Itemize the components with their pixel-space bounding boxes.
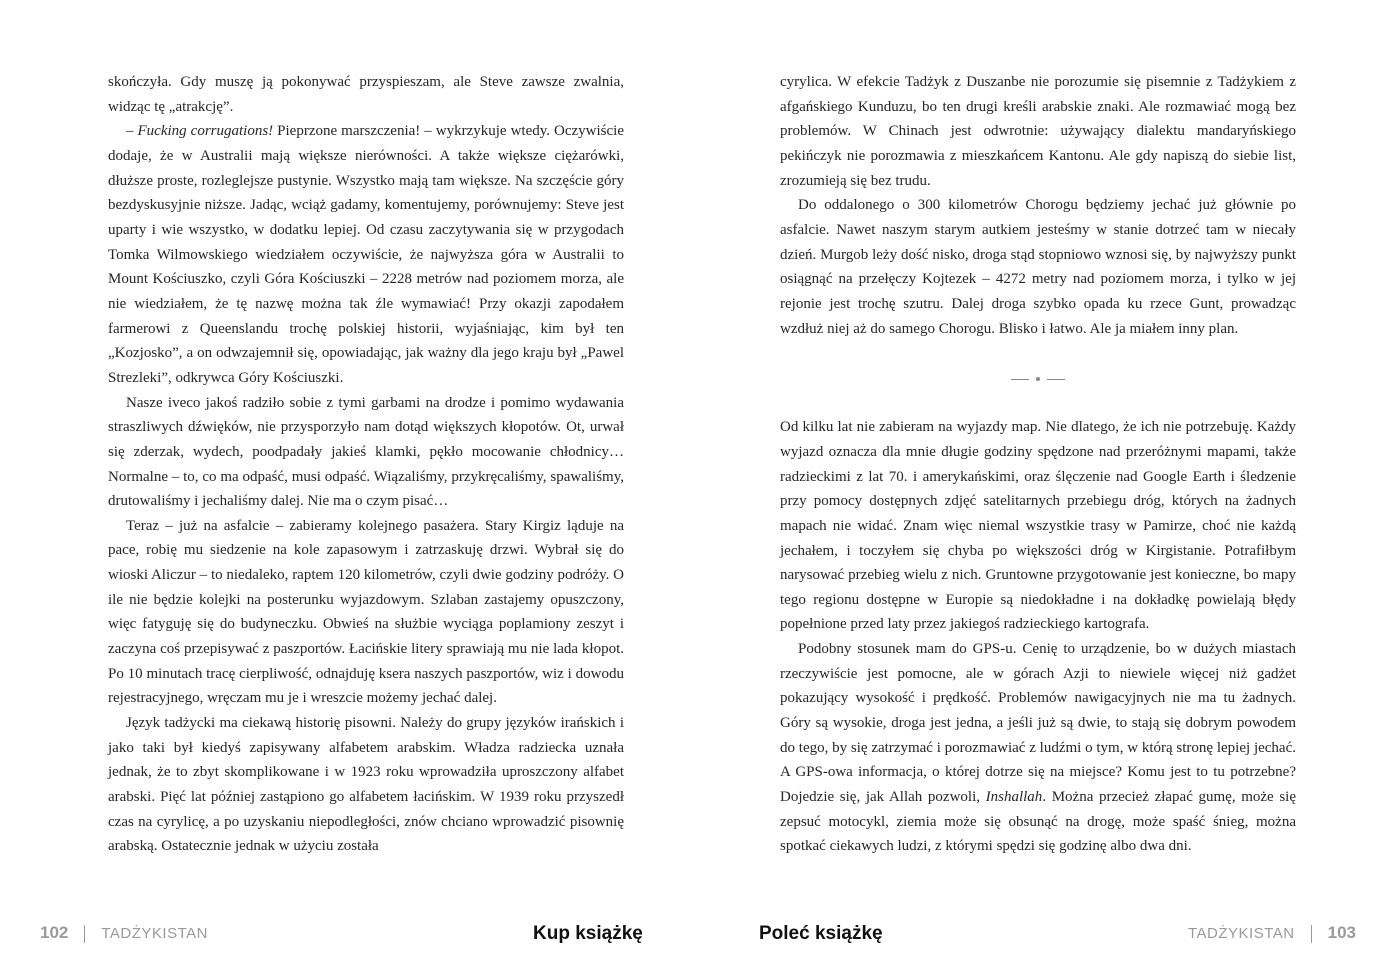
text-run: –	[126, 123, 138, 140]
paragraph	[780, 193, 1296, 341]
left-running-head: TADŻYKISTAN	[101, 925, 208, 942]
left-page-footer	[40, 918, 208, 948]
text-run: Teraz – już na asfalcie – zabieramy kolejnego pasażera. Stary Kirgiz ląduje na pace, robię mu siedzenie na kole zapasowym i zatrzaskuję drzwi. Wybrał się do wioski Aliczur – to niedaleko, raptem 120 kilometrów, czyli dwie godziny podróży. O ile nie będzie kolejki na posterunku wyjazdowym. Szlaban zastajemy opuszczony, więc fatyguję się do budyneczku. Obwieś na służbie wyciąga poplamiony zeszyt i zaczyna coś przepisywać z paszportów. Łacińskie litery sprawiają mu nie lada kłopot. Po 10 minutach tracę cierpliwość, odnajduję ksera naszych paszportów, wiz i dowodu rejestracyjnego, wręczam mu je i wreszcie możemy jechać dalej.	[108, 517, 624, 707]
paragraph	[780, 637, 1296, 859]
ornament-dot-icon	[1036, 377, 1040, 381]
text-run: Od kilku lat nie zabieram na wyjazdy map. Nie dlatego, że ich nie potrzebuję. Każdy wyjazd oznacza dla mnie długie godziny spędzone nad przeróżnymi mapami, także radzieckimi z lat 70. i amerykańskimi, oraz ślęczenie nad Google Earth i śledzenie przy pomocy dostępnych zdjęć satelitarnych przebiegu dróg, których na żadnych mapach nie widać. Znam więc niemal wszystkie trasy w Pamirze, choć nie każdą jechałem, i toczyłem się chyba po większości dróg w Kirgistanie. Potrafiłbym narysować przebieg wielu z nich. Gruntowne przygotowanie jest konieczne, bo mapy tego regionu dostępne w Europie są niedokładne i na dokładkę powielają błędy popełnione przed laty przez jakiegoś radzieckiego kartografa.	[780, 419, 1296, 633]
paragraph	[108, 70, 624, 119]
text-run: Do oddalonego o 300 kilometrów Chorogu będziemy jechać już głównie po asfalcie. Nawet naszym starym autkiem jesteśmy w stanie dotrzeć tam w niecały dzień. Murgob leży dość nisko, droga stąd stopniowo wznosi się, by najwyższy punkt osiągnąć na przełęczy Kojtezek – 4272 metry nad poziomem morza, i tylko w jej rejonie jest trochę szutru. Dalej droga szybko opada ku rzece Gunt, prowadząc wzdłuż niej aż do samego Chorogu. Blisko i łatwo. Ale ja miałem inny plan.	[780, 197, 1296, 337]
paragraph	[108, 711, 624, 859]
text-run: skończyła. Gdy muszę ją pokonywać przyspieszam, ale Steve zawsze zwalnia, widząc tę „atrakcję”.	[108, 74, 624, 115]
section-break-ornament	[780, 341, 1296, 415]
paragraph	[780, 415, 1296, 637]
ornament-dash-right	[1047, 379, 1065, 380]
left-page-number: 102	[40, 923, 69, 942]
right-page-number: 103	[1327, 923, 1356, 942]
buy-book-link[interactable]: Kup książkę	[533, 923, 643, 944]
text-run: Pieprzone marszczenia! – wykrzykuje wtedy. Oczywiście dodaje, że w Australii mają większe nierówności. A także większe ciężarówki, dłuższe proste, rozleglejsze pustynie. Wszystko mają tam większe. Na szczęście góry bezdyskusyjnie niższe. Jadąc, wciąż gadamy, komentujemy, porównujemy: Steve jest uparty i wie wszystko, w dodatku lepiej. Od czasu zaczytywania się w przygodach Tomka Wilmowskiego wiedziałem oczywiście, że najwyższa góra w Australii to Mount Kościuszko, czyli Góra Kościuszki – 2228 metrów nad poziomem morza, ale nie wiedziałem, że tę nazwę można tak źle wymawiać! Przy okazji zapodałem farmerowi z Queenslandu trochę polskiej historii, wyjaśniając, kim był ten „Kozjosko”, a on odwzajemnił się, opowiadając, jak ważny dla jego kraju był „Pawel Strezleki”, odkrywca Góry Kościuszki.	[108, 123, 624, 386]
paragraph	[108, 391, 624, 514]
paragraph	[108, 514, 624, 711]
paragraph	[108, 119, 624, 390]
text-run: Podobny stosunek mam do GPS-u. Cenię to urządzenie, bo w dużych miastach rzeczywiście jest pomocne, ale w górach Azji to niewiele więcej niż gadżet pokazujący wysokość i prędkość. Problemów nawigacyjnych nie ma tu żadnych. Góry są wysokie, droga jest jedna, a jeśli już są dwie, to stają się dobrym powodem do tego, by się zatrzymać i porozmawiać z ludźmi o tym, w którą stronę lepiej jechać. A GPS-owa informacja, o której dotrze się na miejsce? Komu jest to tu potrzebne? Dojedzie się, jak Allah pozwoli,	[780, 641, 1296, 806]
text-run: . Można przecież złapać gumę, może się zepsuć motocykl, ziemia może się obsunąć na drogę, może spaść śnieg, można spotkać ciekawych ludzi, z którymi spędzi się godzinę albo dwa dni.	[780, 789, 1297, 855]
right-page-text	[780, 70, 1296, 859]
right-page-text-before-break	[780, 70, 1296, 341]
ornament-dash-left	[1011, 379, 1029, 380]
left-page-text	[108, 70, 624, 859]
paragraph	[780, 70, 1296, 193]
right-running-head: TADŻYKISTAN	[1188, 925, 1295, 942]
right-page-footer	[1188, 918, 1356, 948]
right-page-text-after-break	[780, 415, 1296, 859]
text-run: cyrylica. W efekcie Tadżyk z Duszanbe nie porozumie się pisemnie z Tadżykiem z afgańskiego Kunduzu, bo ten drugi kreśli arabskie znaki. Ale rozmawiać mogą bez problemów. W Chinach jest odwrotnie: używający dialektu mandaryńskiego pekińczyk nie porozmawia z mieszkańcem Kantonu. Ale gdy napiszą do siebie list, zrozumieją się bez trudu.	[780, 74, 1296, 189]
text-run: Nasze iveco jakoś radziło sobie z tymi garbami na drodze i pomimo wydawania straszliwych dźwięków, nie przysporzyło nam dotąd większych kłopotów. Ot, urwał się zderzak, wydech, poodpadały jakieś klamki, pękło mocowanie chłodnicy… Normalne – to, co ma odpaść, musi odpaść. Wiązaliśmy, przykręcaliśmy, spawaliśmy, drutowaliśmy i jechaliśmy dalej. Nie ma o czym pisać…	[108, 394, 624, 510]
footer-divider	[84, 925, 85, 943]
italic-phrase: Fucking corrugations!	[137, 123, 274, 140]
footer-divider	[1311, 925, 1312, 943]
italic-phrase: Inshallah	[985, 789, 1043, 806]
text-run: Język tadżycki ma ciekawą historię pisowni. Należy do grupy języków irańskich i jako taki był kiedyś zapisywany alfabetem arabskim. Władza radziecka uznała jednak, że to zbyt skomplikowane i w 1923 roku wprowadziła uproszczony alfabet arabski. Pięć lat później zastąpiono go alfabetem łacińskim. W 1939 roku przyszedł czas na cyrylicę, a po uzyskaniu niepodległości, znów chciano wprowadzić pisownię arabską. Ostatecznie jednak w użyciu została	[108, 715, 624, 855]
recommend-book-link[interactable]: Poleć książkę	[759, 923, 883, 944]
